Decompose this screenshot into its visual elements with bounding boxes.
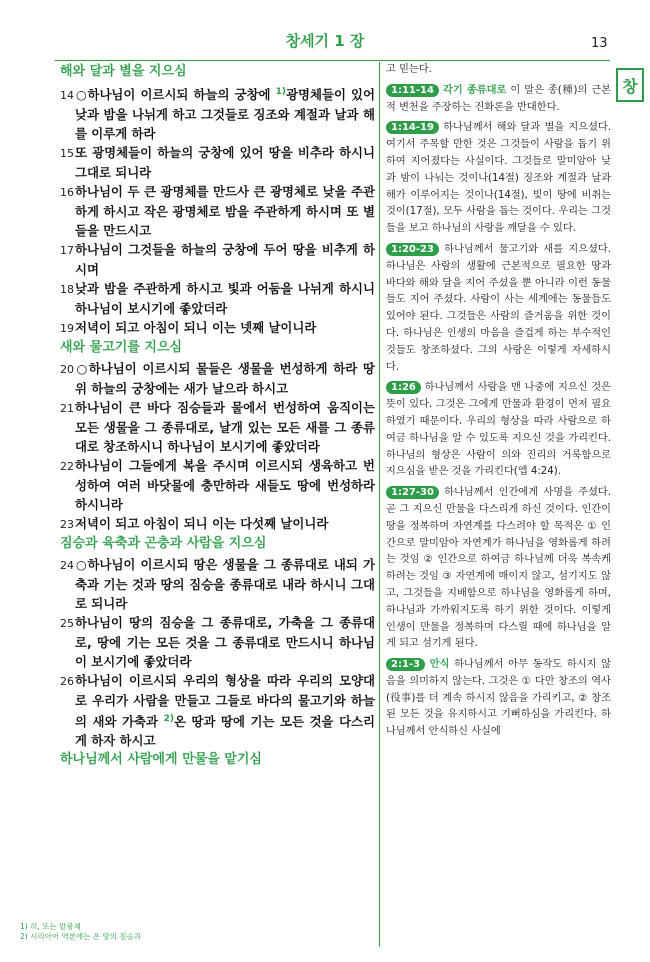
footnote: 1) 히, 또는 발광체	[20, 922, 81, 931]
commentary-text: 고 믿는다.	[386, 64, 432, 75]
commentary-entry	[386, 83, 611, 117]
page-title: 창세기 1 장	[285, 32, 365, 50]
footnote-marker[interactable]: 2)	[163, 714, 174, 725]
verse-number: 16	[60, 186, 74, 200]
commentary-column	[386, 62, 611, 745]
verse	[60, 240, 375, 279]
verse-ref-badge[interactable]: 1:26	[386, 381, 421, 394]
verse	[60, 555, 375, 613]
verse-number: 26	[60, 675, 74, 689]
verse-ref-badge[interactable]: 1:27-30	[386, 486, 439, 499]
section-heading: 해와 달과 별을 지으심	[60, 64, 187, 79]
verse-text: 하나님이 큰 바다 짐승들과 물에서 번성하여 움직이는 모든 생물을 그 종류대로, 날개 있는 모든 새를 그 종류대로 창조하시니 하나님이 보시기에 좋았더라	[75, 400, 375, 455]
verse-number: 22	[60, 460, 74, 474]
section-heading: 하나님께서 사람에게 만물을 맡기심	[60, 752, 262, 768]
verse-text: 광명체들이 있어 낮과 밤을 나뉘게 하고 그것들로 징조와 계절과 날과 해를 이루게 하라	[75, 87, 375, 142]
footnotes	[20, 922, 141, 942]
verse	[60, 318, 375, 338]
verse-text: 저녁이 되고 아침이 되니 이는 넷째 날이니라	[75, 320, 317, 336]
verse-text: ○하나님이 이르시되 하늘의 궁창에	[75, 87, 276, 103]
commentary-entry	[386, 380, 611, 481]
verse-ref-badge[interactable]: 2:1-3	[386, 658, 425, 671]
verse-number: 23	[60, 518, 74, 532]
verse	[60, 514, 375, 534]
verse-text: 하나님이 이르시되 우리의 형상을 따라 우리의 모양대로 우리가 사람을 만들고 그들로 바다의 물고기와 하늘의 새와 가축과	[75, 673, 375, 730]
highlight-term: 안식	[429, 659, 450, 671]
verse	[60, 182, 375, 240]
verse-number: 15	[60, 147, 74, 161]
verse-text: 온 땅과 땅에 기는 모든 것을 다스리게 하자 하시고	[75, 714, 375, 749]
commentary-entry	[386, 62, 611, 79]
verse-number: 18	[60, 283, 74, 297]
verse-text: 하나님이 그들에게 복을 주시며 이르시되 생육하고 번성하여 여러 바닷물에 충만하라 새들도 땅에 번성하라 하시니라	[75, 458, 375, 513]
verse-ref-badge[interactable]: 1:11-14	[386, 84, 439, 97]
column-divider	[379, 62, 380, 947]
commentary-entry	[386, 120, 611, 238]
commentary-text: 하나님께서 아무 동작도 하시지 않음을 의미하지 않는다. 그것은 ① 다만 창조의 역사(役事)를 더 계속 하시지 않음을 가리키고, ② 창조된 모든 것을 유지하시고 기뻐하심을 가리킨다. 하나님께서 안식하신 사실에	[386, 659, 611, 738]
commentary-text: 이 말은 종(種)의 근본적 변천을 주장하는 진화론을 반대한다.	[386, 84, 612, 113]
verse	[60, 671, 375, 750]
commentary-text: 하나님께서 인간에게 사명을 주셨다. 곧 그 지으신 만물을 다스리게 하신 것이다. 인간이 땅을 정복하며 자연계를 다스려야 할 목적은 ① 인간으로 말미암아 자연계가 하나님을 영화롭게 하려는 것임 ② 인간으로 하여금 하나님께 더욱 복속케 하려는 것임 ③ 자연계에 매이지 않고, 섬기지도 않고, 그것들을 지배함으로 하나님을 영화롭게 하며, 하나님과 가까워지도록 하기 위한 것이다. 이렇게 인생이 만물을 정복하며 다스릴 때에 하나님을 알게 되고 섬기게 된다.	[386, 487, 611, 650]
highlight-term: 각기 종류대로	[442, 84, 507, 96]
verse-number: 17	[60, 244, 74, 258]
verse-number: 21	[60, 402, 74, 416]
footnote: 2) 시리아어 역본에는 온 땅의 짐승과	[20, 932, 142, 941]
verse-text: 낮과 밤을 주관하게 하시고 빛과 어둠을 나뉘게 하시니 하나님이 보시기에 좋았더라	[75, 281, 375, 317]
commentary-text: 하나님께서 해와 달과 별을 지으셨다. 여기서 주목할 만한 것은 그것들이 사람을 돕기 위하여 지어졌다는 사실이다. 그것들로 말미암아 낮과 밤이 나눠는 것이나(14절) 징조와 계절과 날과 해가 이루어지는 것이나(14절), 빛이 땅에 비취는 것이(17절), 모두 사람을 돕는 것이다. 우리는 그것들을 보고 하나님의 사랑을 깨달을 수 있다.	[386, 122, 611, 235]
verse-number: 24	[60, 559, 74, 573]
verse-number: 14	[60, 89, 74, 103]
scripture-column	[60, 62, 375, 771]
verse-text: 저녁이 되고 아침이 되니 이는 다섯째 날이니라	[75, 516, 329, 532]
verse	[60, 83, 375, 143]
page-number: 13	[591, 36, 608, 51]
section-heading: 새와 물고기를 지으심	[60, 340, 183, 356]
commentary-entry	[386, 485, 611, 653]
verse-ref-badge[interactable]: 1:20-23	[386, 243, 439, 256]
verse-text: ○하나님이 이르시되 물들은 생물을 번성하게 하라 땅 위 하늘의 궁창에는 새가 날으라 하시고	[75, 361, 375, 397]
verse	[60, 143, 375, 182]
book-tab[interactable]: 창	[616, 68, 644, 102]
verse-text: 하나님이 두 큰 광명체를 만드사 큰 광명체로 낮을 주관하게 하시고 작은 광명체로 밤을 주관하게 하시며 또 별들을 만드시고	[75, 184, 375, 239]
verse-text: 또 광명체들이 하늘의 궁창에 있어 땅을 비추라 하시니 그대로 되니라	[75, 145, 375, 181]
section-heading: 짐승과 육축과 곤충과 사람을 지으심	[60, 536, 267, 552]
verse-text: 하나님이 땅의 짐승을 그 종류대로, 가축을 그 종류대로, 땅에 기는 모든 것을 그 종류대로 만드시니 하나님이 보시기에 좋았더라	[75, 615, 375, 670]
commentary-text: 하나님께서 물고기와 새를 지으셨다. 하나님은 사람의 생활에 근본적으로 필요한 땅과 바다와 해와 달을 지어 주셨을 뿐 아니라 이런 동물들도 지어 주셨다. 사람이 사는 세계에는 동물들도 있어야 된다. 그것들은 사람의 즐거움을 위한 것이다. 하나님은 인생의 마음을 즐겁게 하는 부수적인 것들도 창조하셨다. 그의 사랑은 이렇게 자세하시다.	[386, 243, 611, 373]
verse	[60, 398, 375, 456]
verse	[60, 279, 375, 318]
commentary-text: 하나님께서 사람을 맨 나중에 지으신 것은 뜻이 있다. 그것은 그에게 만물과 환경이 먼저 필요하였기 때문이다. 우리의 형상을 따라 사람으로 하여금 하나님을 알 수 있도록 지으신 것을 가리킨다. 하나님의 형상은 사람이 의와 진리의 거룩함으로 지으심을 받은 것을 가리킨다(엡 4:24).	[386, 382, 611, 478]
verse-number: 25	[60, 617, 74, 631]
verse-ref-badge[interactable]: 1:14-19	[386, 121, 439, 134]
verse-text: ○하나님이 이르시되 땅은 생물을 그 종류대로 내되 가축과 기는 것과 땅의 짐승을 종류대로 내라 하시니 그대로 되니라	[75, 557, 375, 612]
header-rule	[55, 60, 610, 61]
verse-text: 하나님이 그것들을 하늘의 궁창에 두어 땅을 비추게 하시며	[75, 242, 375, 278]
verse	[60, 456, 375, 514]
commentary-entry	[386, 242, 611, 376]
verse-number: 19	[60, 322, 74, 336]
verse	[60, 613, 375, 671]
footnote-marker[interactable]: 1)	[275, 87, 287, 97]
commentary-entry	[386, 657, 611, 741]
verse	[60, 359, 375, 398]
verse-number: 20	[60, 363, 74, 377]
